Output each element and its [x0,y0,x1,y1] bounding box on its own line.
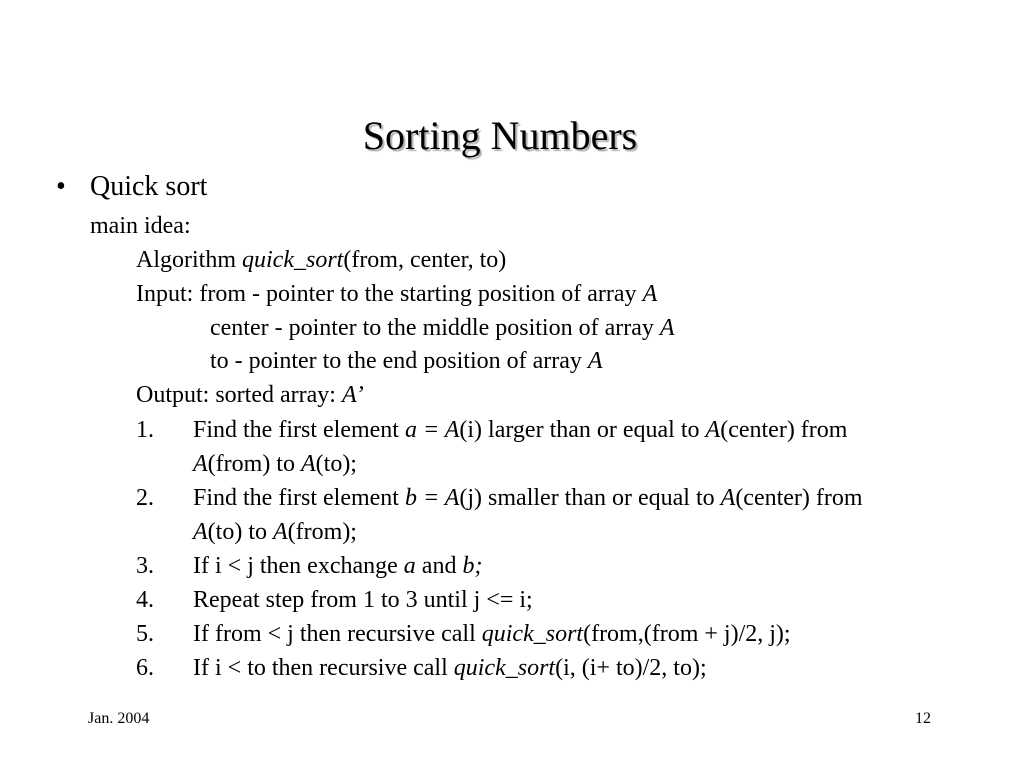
step-text: (i, (i+ to)/2, to); [555,655,707,681]
bullet-heading: Quick sort [90,171,208,202]
step-number: 4. [136,587,154,613]
function-name: quick_sort [481,621,584,647]
output-label: Output: sorted array: [136,382,342,408]
step-text: (from) to [207,451,301,477]
step-text: (from,(from + j)/2, j); [583,621,791,647]
array-name: A [193,451,208,477]
step-var: a [403,553,416,579]
algorithm-line [136,244,506,276]
step-2-line-1 [193,482,863,514]
step-number: 5. [136,621,154,647]
to-text: to - pointer to the end position of array [210,348,588,374]
array-name: A [705,417,721,443]
step-1-line-1 [193,414,847,446]
step-3 [193,550,482,582]
step-number: 3. [136,553,154,579]
step-text: If i < j then exchange [193,553,404,579]
output-array: A’ [341,382,364,408]
step-var: b; [462,553,483,579]
step-4: Repeat step from 1 to 3 until j <= i; [193,587,533,613]
step-text: Find the first element [193,417,405,443]
step-text: (center) from [735,485,863,511]
step-var: b = A [404,485,460,511]
step-5 [193,618,791,650]
page-number: 12 [915,710,931,727]
array-name: A [659,315,675,341]
step-text: If from < j then recursive call [193,621,482,647]
step-6 [193,652,707,684]
step-text: Find the first element [193,485,405,511]
input-line [136,278,657,310]
step-text: and [415,553,463,579]
algorithm-label: Algorithm [136,247,242,273]
array-name: A [587,348,603,374]
step-text: (i) larger than or equal to [459,417,706,443]
array-name: A [642,281,658,307]
center-text: center - pointer to the middle position of array [210,315,660,341]
slide-title: Sorting Numbers [362,113,638,158]
step-text: If i < to then recursive call [193,655,454,681]
algorithm-params: (from, center, to) [343,247,507,273]
step-text: (to); [315,451,357,477]
function-name: quick_sort [453,655,556,681]
footer-date: Jan. 2004 [88,710,150,727]
step-1-line-2 [193,448,357,480]
step-number: 6. [136,655,154,681]
array-name: A [720,485,736,511]
function-name: quick_sort [242,247,344,273]
step-text: (from); [287,519,357,545]
to-line [210,345,603,377]
step-text: (j) smaller than or equal to [459,485,721,511]
array-name: A [193,519,208,545]
step-2-line-2 [193,516,357,548]
center-line [210,312,675,344]
array-name: A [273,519,288,545]
step-text: (to) to [207,519,273,545]
step-text: (center) from [720,417,848,443]
output-line [136,379,364,411]
step-var: a = A [404,417,460,443]
main-idea-label: main idea: [90,213,191,239]
bullet-icon: • [56,171,66,202]
array-name: A [300,451,316,477]
step-number: 1. [136,417,154,443]
step-number: 2. [136,485,154,511]
input-text: Input: from - pointer to the starting position of array [136,281,643,307]
